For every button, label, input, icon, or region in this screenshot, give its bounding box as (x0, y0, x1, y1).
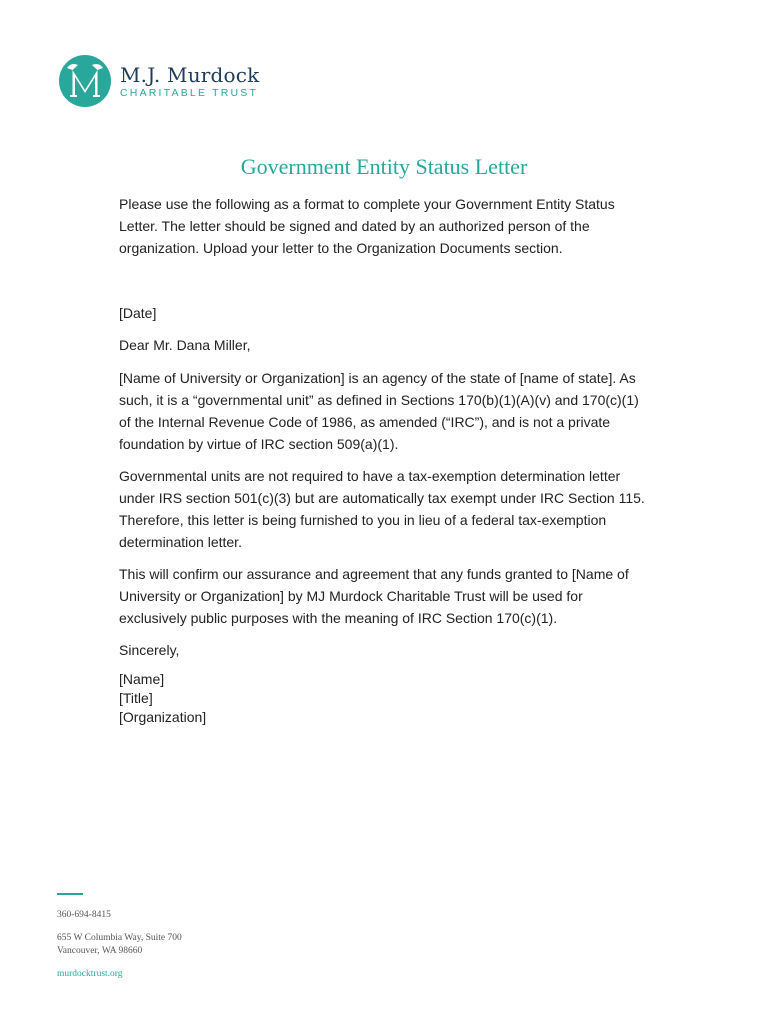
letter-salutation: Dear Mr. Dana Miller, (119, 337, 251, 353)
letter-paragraph-1: [Name of University or Organization] is an agency of the state of [name of state]. As such, it is a “governmental unit” as defined in Sections 170(b)(1)(A)(v) and 170(c)(1) of the Internal Revenue Code of 1986, as amended (“IRC”), and is not a private foundation by virtue of IRC section 509(a)(1). (119, 370, 639, 452)
signature-organization: [Organization] (119, 709, 207, 725)
letter-paragraph-2: Governmental units are not required to have a tax-exemption determination letter under IRS section 501(c)(3) but are automatically tax exempt under IRC Section 115. Therefore, this letter is being furnished to you in lieu of a federal tax-exemption determination letter. (119, 468, 645, 550)
signature-block (119, 670, 206, 727)
footer-divider (57, 893, 83, 895)
document-title: Government Entity Status Letter (240, 154, 528, 179)
logo-name: M.J. Murdock (120, 62, 260, 87)
signature-title: [Title] (119, 690, 153, 706)
footer-phone: 360-694-8415 (57, 910, 111, 920)
signature-name: [Name] (119, 671, 165, 687)
intro-paragraph: Please use the following as a format to complete your Government Entity Status Letter. The letter should be signed and dated by an authorized person of the organization. Upload your letter to the Organization Documents section. (119, 196, 615, 256)
footer-address-line2: Vancouver, WA 98660 (57, 946, 143, 956)
logo-subtitle: CHARITABLE TRUST (120, 86, 259, 99)
letter-paragraph-3: This will confirm our assurance and agreement that any funds granted to [Name of University or Organization] by MJ Murdock Charitable Trust will be used for exclusively public purposes with the meaning of IRC Section 170(c)(1). (119, 566, 629, 626)
header-logo (58, 54, 260, 108)
footer-address-line1: 655 W Columbia Way, Suite 700 (57, 933, 182, 943)
footer-address (57, 932, 182, 958)
letter-date: [Date] (119, 305, 157, 321)
footer (57, 893, 182, 981)
footer-website-link[interactable]: murdocktrust.org (57, 969, 123, 979)
letter-closing: Sincerely, (119, 642, 180, 658)
murdock-m-logo-icon (58, 54, 112, 108)
logo-text (120, 64, 260, 99)
